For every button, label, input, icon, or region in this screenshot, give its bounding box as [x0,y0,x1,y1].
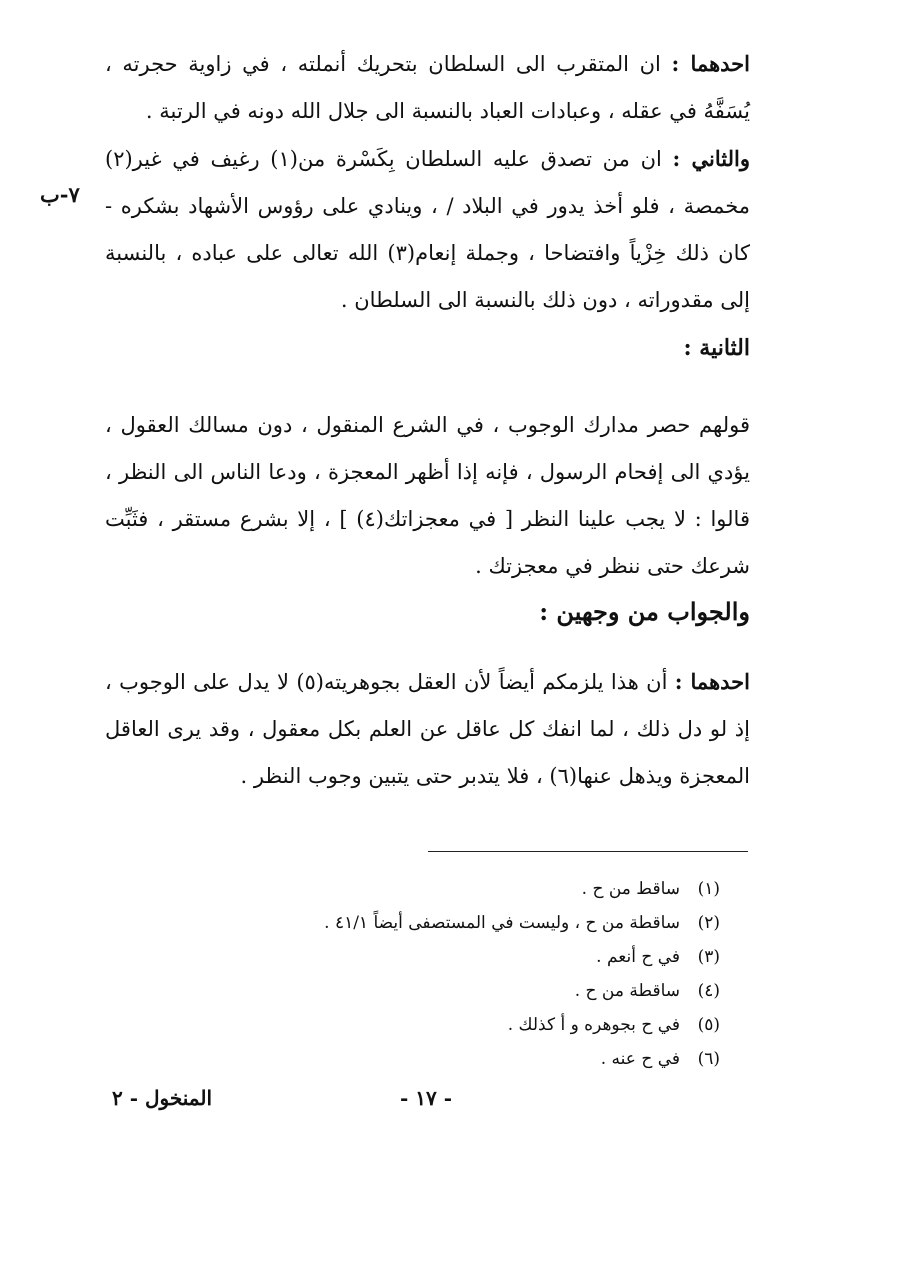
footnote-number: (١) [697,879,720,899]
margin-folio-note: ٧-ب [40,182,80,207]
running-title: المنخول - ٢ [112,1086,212,1110]
paragraph-label: احدهما : [671,51,750,76]
paragraph-text: ان من تصدق عليه السلطان بِكَسْرة من(١) رغيف في غير(٢) مخمصة ، فلو أخذ يدور في البلاد / ، وينادي على رؤوس الأشهاد بشكره - كان ذلك خِزْياً وافتضاحا ، وجملة إنعام(٣) الله تعالى على عباده ، بالنسبة إلى مقدوراته ، دون ذلك بالنسبة الى السلطان . [105,147,750,312]
footnote-number: (٣) [697,947,720,967]
paragraph-label: والثاني : [672,146,751,171]
paragraph-second-point [105,135,750,324]
paragraph-block-1 [105,40,750,324]
footnote-text: ساقط من ح . [581,879,680,899]
footnotes-list [160,872,720,1076]
paragraph-text: ان المتقرب الى السلطان بتحريك أنملته ، في زاوية حجرته ، يُسَفَّهُ في عقله ، وعبادات العباد بالنسبة الى جلال الله دونه في الرتبة . [105,52,750,123]
page-footer [0,1086,898,1116]
footnote-number: (٤) [697,981,720,1001]
footnote-text: في ح أنعم . [596,947,680,967]
footnote-item [160,906,720,940]
paragraph-block-3 [105,658,750,800]
paragraph-answer-first [105,658,750,800]
footnote-text: في ح بجوهره و أ كذلك . [507,1015,680,1035]
page-number: - ١٧ - [400,1086,453,1110]
paragraph-label: احدهما : [674,669,750,694]
footnote-item [160,1008,720,1042]
footnote-item [160,940,720,974]
paragraph-text: أن هذا يلزمكم أيضاً لأن العقل بجوهريته(٥) لا يدل على الوجوب ، إذ لو دل ذلك ، لما انفك كل عاقل عن العلم بكل معقول ، وقد يرى العاقل المعجزة ويذهل عنها(٦) ، فلا يتدبر حتى يتبين وجوب النظر . [105,670,750,788]
footnote-number: (٦) [697,1049,720,1069]
footnote-text: ساقطة من ح ، وليست في المستصفى أيضاً ٤١/١ . [324,913,680,933]
paragraph-block-2 [105,402,750,590]
footnote-item [160,1042,720,1076]
paragraph-text: قولهم حصر مدارك الوجوب ، في الشرع المنقول ، دون مسالك العقول ، يؤدي الى إفحام الرسول ، فإنه إذا أظهر المعجزة ، ودعا الناس الى النظر ، قالوا : لا يجب علينا النظر [ في معجزاتك(٤) ] ، إلا بشرع مستقر ، فثَبِّت شرعك حتى ننظر في معجزتك . [105,413,750,578]
footnote-item [160,974,720,1008]
footnote-number: (٥) [697,1015,720,1035]
footnote-text: في ح عنه . [600,1049,680,1069]
footnote-text: ساقطة من ح . [574,981,680,1001]
section-heading-second: الثانية : [683,335,750,361]
footnote-divider [428,851,748,852]
footnote-number: (٢) [697,913,720,933]
paragraph-first-point [105,40,750,135]
footnote-item [160,872,720,906]
section-heading-answer: والجواب من وجهين : [539,597,750,626]
